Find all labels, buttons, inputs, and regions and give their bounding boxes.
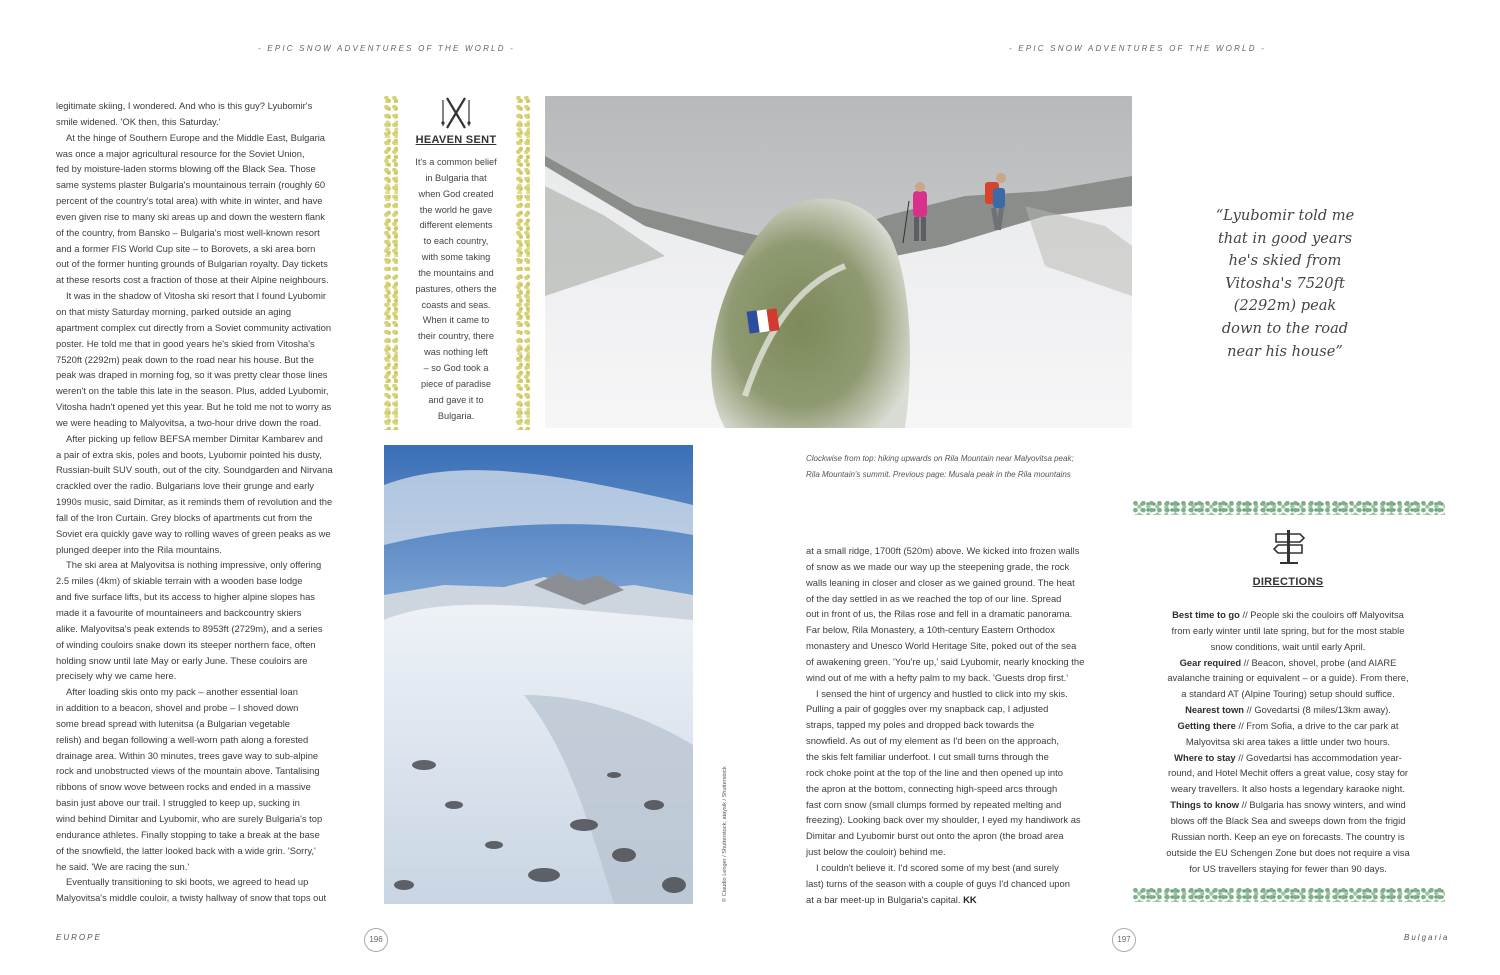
text-line: fall of the Iron Curtain. Grey blocks of apartments cut from the bbox=[56, 511, 313, 523]
pull-quote-line: near his house” bbox=[1227, 342, 1343, 360]
directions-line bbox=[1140, 845, 1436, 861]
text-line: Vitosha hadn't opened yet this year. But he told me not to worry as bbox=[56, 401, 332, 413]
body-paragraph bbox=[806, 686, 1126, 860]
body-column-left bbox=[56, 98, 366, 906]
text-line: Malyovitsa's middle couloir, a twisty hallway of snow that tops out bbox=[56, 892, 327, 904]
text-line: Eventually transitioning to ski boots, we agreed to head up bbox=[66, 876, 309, 888]
sidebar-line: Bulgaria. bbox=[437, 410, 475, 421]
body-paragraph bbox=[56, 288, 366, 431]
directions-text: round, and Hotel Mechit offers a great value, cosy stay for bbox=[1167, 767, 1409, 779]
text-line: basin just above our trail. I struggled to keep up, sucking in bbox=[56, 797, 300, 809]
text-line: we were heading to Malyovitsa, a two-hour drive down the road. bbox=[56, 416, 322, 428]
sidebar-body bbox=[400, 155, 512, 424]
text-line: out of the former hunting grounds of Bulgarian royalty. Day tickets bbox=[56, 258, 328, 270]
sidebar-border-left bbox=[384, 96, 398, 430]
directions-line bbox=[1140, 670, 1436, 686]
directions-text: // Govedartsi has accommodation year- bbox=[1235, 751, 1402, 763]
text-line: After loading skis onto my pack – another essential loan bbox=[66, 686, 298, 698]
sidebar-line: with some taking bbox=[421, 252, 491, 263]
text-line: I sensed the hint of urgency and hustled to click into my skis. bbox=[816, 687, 1068, 699]
directions-line bbox=[1140, 813, 1436, 829]
sidebar-line: coasts and seas. bbox=[421, 299, 491, 310]
directions-text: avalanche training or equivalent – or a guide). From there, bbox=[1167, 672, 1409, 684]
sidebar-line: in Bulgaria that bbox=[425, 172, 487, 183]
text-line: endurance athletes. Finally stopping to take a break at the base bbox=[56, 828, 320, 840]
text-line: I couldn't believe it. I'd scored some of my best (and surely bbox=[816, 861, 1059, 873]
directions-line bbox=[1140, 734, 1436, 750]
directions-line bbox=[1140, 781, 1436, 797]
pull-quote-line: that in good years bbox=[1217, 229, 1353, 247]
pull-quote-line: (2292m) peak bbox=[1233, 297, 1337, 315]
text-line: made it a favourite of mountaineers and backcountry skiers bbox=[56, 607, 302, 618]
body-paragraph bbox=[56, 98, 366, 130]
running-head-right: - EPIC SNOW ADVENTURES OF THE WORLD - bbox=[1009, 44, 1266, 53]
body-paragraph bbox=[806, 860, 1126, 908]
text-line: fed by moisture-laden storms blowing off the Black Sea. Those bbox=[56, 163, 316, 175]
directions-label: Things to know bbox=[1170, 799, 1239, 811]
body-paragraph bbox=[56, 684, 366, 874]
pull-quote-line: “Lyubomir told me bbox=[1215, 207, 1355, 224]
pull-quote-line: he's skied from bbox=[1228, 252, 1342, 270]
body-paragraph bbox=[56, 557, 366, 684]
directions-text: // People ski the couloirs off Malyovitsa bbox=[1239, 609, 1404, 620]
sidebar-line: when God created bbox=[418, 188, 494, 199]
text-line: alike. Malyovitsa's peak extends to 8953ft (2729m), and a series bbox=[56, 622, 323, 634]
text-line: Soviet era quickly gave way to rolling waves of green peaks as we bbox=[56, 527, 331, 539]
directions-line bbox=[1140, 655, 1436, 671]
caption-line: Clockwise from top: hiking upwards on Rila Mountain near Malyovitsa peak; bbox=[806, 454, 1074, 463]
pull-quote bbox=[1200, 205, 1370, 363]
text-line: rock choke point at the top of the line and then opened up into bbox=[806, 766, 1063, 778]
text-line: Russian-built SUV south, out of the city. Soundgarden and Nirvana bbox=[56, 464, 333, 476]
directions-text: a standard AT (Alpine Touring) setup should suffice. bbox=[1181, 688, 1395, 700]
text-line: out in front of us, the Rilas rose and fell in a dramatic panorama. bbox=[806, 608, 1073, 620]
text-line: The ski area at Malyovitsa is nothing impressive, only offering bbox=[66, 559, 322, 571]
page-number-right: 197 bbox=[1112, 928, 1136, 952]
directions-title: DIRECTIONS bbox=[1252, 576, 1324, 588]
directions-text: Malyovitsa ski area takes a little under two hours. bbox=[1185, 735, 1391, 747]
text-line: 1990s music, said Dimitar, as it reminds them of revolution and the bbox=[56, 496, 333, 508]
directions-text: // Bulgaria has snowy winters, and wind bbox=[1239, 799, 1406, 811]
text-line: holding snow until late May or early June. These couloirs are bbox=[56, 654, 308, 666]
text-line: of awakening green. 'You're up,' said Lyubomir, nearly knocking the bbox=[806, 655, 1085, 667]
text-line: in addition to a beacon, shovel and probe – I shoved down bbox=[56, 702, 299, 714]
text-line: walls leaning in closer and closer as we gained ground. The heat bbox=[806, 576, 1075, 588]
directions-text: // Beacon, shovel, probe (and AIARE bbox=[1241, 656, 1397, 668]
sidebar-border-right bbox=[516, 96, 530, 430]
photo-rila-summit bbox=[384, 445, 693, 904]
directions-text: // Govedartsi (8 miles/13km away). bbox=[1243, 704, 1391, 716]
signpost-icon bbox=[1272, 528, 1306, 569]
text-line: at a small ridge, 1700ft (520m) above. We kicked into frozen walls bbox=[806, 545, 1080, 556]
directions-line bbox=[1140, 639, 1436, 655]
sidebar-line: the world he gave bbox=[419, 204, 493, 215]
sidebar-line: It's a common belief bbox=[415, 157, 497, 167]
text-line: and a former FIS World Cup site – to Borovets, a ski area born bbox=[56, 242, 316, 254]
text-line: ribbons of snow wove between rocks and ended in a massive bbox=[56, 781, 311, 793]
directions-text: weary travellers. It also hosts a legendary karaoke night. bbox=[1171, 783, 1405, 795]
text-line: of snow as we made our way up the steepening grade, the rock bbox=[806, 560, 1070, 572]
text-line: wind out of me with a hefty palm to my back. 'Guests drop first.' bbox=[806, 671, 1069, 683]
directions-label: Gear required bbox=[1179, 656, 1242, 668]
directions-label: Nearest town bbox=[1185, 704, 1244, 716]
text-line: wind behind Dimitar and Lyubomir, who are surely Bulgaria's top bbox=[56, 812, 323, 824]
text-line: just below the couloir) behind me. bbox=[806, 846, 946, 858]
directions-line bbox=[1140, 797, 1436, 813]
text-line: It was in the shadow of Vitosha ski resort that I found Lyubomir bbox=[66, 290, 327, 302]
directions-line bbox=[1140, 623, 1436, 639]
directions-label: Where to stay bbox=[1174, 751, 1236, 763]
text-line: apartment complex cut directly from a Soviet community activation bbox=[56, 321, 332, 333]
heaven-sent-sidebar bbox=[400, 96, 512, 424]
text-line: Pulling a pair of goggles over my snapback cap, I adjusted bbox=[806, 703, 1049, 715]
body-paragraph bbox=[56, 130, 366, 288]
directions-line bbox=[1140, 861, 1436, 877]
text-line: even given rise to many ski areas up and down the western flank bbox=[56, 210, 325, 222]
sidebar-line: and gave it to bbox=[428, 394, 484, 405]
photo-hikers bbox=[545, 96, 1132, 428]
directions-label: Getting there bbox=[1177, 719, 1236, 731]
text-line: of the day settled in as we reached the top of our line. Spread bbox=[806, 592, 1062, 604]
text-line: was once a major agricultural resource for the Soviet Union, bbox=[56, 147, 305, 159]
text-line: Dimitar and Lyubomir burst out onto the apron (the broad area bbox=[806, 830, 1064, 842]
directions-border-bottom bbox=[1133, 888, 1445, 902]
text-line: at a bar meet-up in Bulgaria's capital. KK bbox=[806, 893, 977, 905]
directions-line bbox=[1140, 765, 1436, 781]
body-column-right bbox=[806, 543, 1126, 907]
text-line: snowfield. As out of my element as I'd been on the approach, bbox=[806, 735, 1059, 747]
text-line: After picking up fellow BEFSA member Dimitar Kambarev and bbox=[66, 432, 323, 444]
skis-icon bbox=[400, 96, 512, 135]
directions-label: Best time to go bbox=[1172, 609, 1240, 620]
text-line: a pair of extra skis, poles and boots, Lyubomir pointed his dusty, bbox=[56, 448, 322, 460]
text-line: of the snowfield, the latter looked back with a wide grin. 'Sorry,' bbox=[56, 844, 316, 856]
directions-line bbox=[1140, 829, 1436, 845]
body-paragraph bbox=[56, 874, 366, 906]
photo-caption bbox=[806, 451, 1116, 483]
text-line: At the hinge of Southern Europe and the Middle East, Bulgaria bbox=[66, 131, 326, 143]
directions-text: blows off the Black Sea and sweeps down from the frigid bbox=[1170, 814, 1406, 826]
footer-section-label: EUROPE bbox=[56, 933, 102, 942]
directions-text: // From Sofia, a drive to the car park at bbox=[1235, 719, 1399, 731]
text-line: plunged deeper into the Rila mountains. bbox=[56, 543, 222, 555]
directions-text: Russian north. Keep an eye on forecasts. The country is bbox=[1171, 830, 1405, 842]
sidebar-line: pastures, others the bbox=[415, 283, 497, 294]
text-line: 7520ft (2292m) peak down to the road near his house. But the bbox=[56, 353, 314, 365]
directions-text: outside the EU Schengen Zone but does not require a visa bbox=[1166, 846, 1410, 858]
text-line: he said. 'We are racing the sun.' bbox=[56, 860, 190, 872]
text-line: precisely why we came here. bbox=[56, 670, 177, 682]
sidebar-line: different elements bbox=[419, 220, 493, 231]
text-line: percent of the country's total area) with white in winter, and have bbox=[56, 195, 323, 207]
directions-line bbox=[1140, 686, 1436, 702]
sidebar-line: the mountains and bbox=[418, 267, 494, 278]
text-line: last) turns of the season with a couple of guys I'd chanced upon bbox=[806, 877, 1070, 889]
text-line: peak was draped in morning fog, so it was pretty clear those lines bbox=[56, 369, 328, 381]
body-paragraph bbox=[806, 543, 1126, 686]
body-paragraph bbox=[56, 431, 366, 558]
text-line: drainage area. Within 30 minutes, trees gave way to sub-alpine bbox=[56, 749, 319, 761]
directions-line bbox=[1140, 750, 1436, 766]
sidebar-line: piece of paradise bbox=[421, 378, 491, 389]
text-line: weren't on the table this late in the season. Plus, added Lyubomir, bbox=[56, 385, 329, 397]
text-line: some bread spread with lutenitsa (a Bulgarian vegetable bbox=[56, 717, 290, 729]
sidebar-line: was nothing left bbox=[424, 347, 488, 358]
text-line: straps, tapped my poles and dropped back towards the bbox=[806, 719, 1035, 731]
running-head-left: - EPIC SNOW ADVENTURES OF THE WORLD - bbox=[258, 44, 515, 53]
text-line: of winding couloirs snake down its steeper northern face, often bbox=[56, 638, 316, 650]
text-line: rock and unobstructed views of the mountain above. Tantalising bbox=[56, 765, 320, 777]
text-line: 2.5 miles (4km) of skiable terrain with a wooden base lodge bbox=[56, 575, 303, 587]
directions-line bbox=[1140, 702, 1436, 718]
directions-text: snow conditions, wait until early April. bbox=[1210, 640, 1366, 652]
photo-credit-text: © Claudio Lenger / Shutterstock; ataysik / Shutterstock bbox=[722, 766, 728, 902]
text-line: Far below, Rila Monastery, a 10th-century Eastern Orthodox bbox=[806, 624, 1055, 636]
text-line: on that misty Saturday morning, parked outside an aging bbox=[56, 305, 292, 317]
text-line: the apron at the bottom, connecting high-speed arcs through bbox=[806, 782, 1058, 794]
text-line: same systems plaster Bulgaria's mountainous terrain (roughly 60 bbox=[56, 179, 326, 191]
caption-line: Rila Mountain's summit. Previous page: Musala peak in the Rila mountains bbox=[806, 469, 1071, 479]
text-line: poster. He told me that in good years he's skied from Vitosha's bbox=[56, 337, 315, 349]
text-line: monastery and Unesco World Heritage Site, poked out of the sea bbox=[806, 640, 1077, 652]
text-line: legitimate skiing, I wondered. And who is this guy? Lyubomir's bbox=[56, 100, 313, 111]
text-line: the skis felt familiar underfoot. I cut small turns through the bbox=[806, 750, 1049, 762]
directions-line bbox=[1140, 607, 1436, 623]
text-line: at these resorts cost a fraction of those at their Alpine neighbours. bbox=[56, 274, 329, 286]
page-number-left: 196 bbox=[364, 928, 388, 952]
sidebar-line: their country, there bbox=[418, 331, 494, 342]
pull-quote-line: Vitosha's 7520ft bbox=[1225, 274, 1345, 292]
sidebar-line: When it came to bbox=[422, 315, 490, 326]
text-line: freezing). Looking back over my shoulder, I eyed my handiwork as bbox=[806, 814, 1081, 826]
directions-text: for US travellers staying for fewer than 90 days. bbox=[1189, 862, 1387, 874]
sidebar-line: to each country, bbox=[423, 236, 489, 247]
text-line: fast corn snow (small clumps formed by repeated melting and bbox=[806, 798, 1062, 810]
text-line: relish) and began following a well-worn path along a forested bbox=[56, 733, 309, 745]
directions-text: from early winter until late spring, but for the most stable bbox=[1171, 624, 1405, 636]
directions-border-top bbox=[1133, 501, 1445, 515]
directions-body bbox=[1140, 607, 1436, 876]
text-line: crackled over the radio. Bulgarians love their grunge and early bbox=[56, 480, 314, 492]
text-line: and five surface lifts, but its access to higher alpine slopes has bbox=[56, 591, 315, 603]
sidebar-title: HEAVEN SENT bbox=[415, 134, 497, 146]
author-signoff: KK bbox=[960, 893, 977, 905]
text-line: of the country, from Bansko – Bulgaria's most well-known resort bbox=[56, 226, 320, 238]
sidebar-line: – so God took a bbox=[423, 362, 489, 373]
directions-line bbox=[1140, 718, 1436, 734]
pull-quote-line: down to the road bbox=[1221, 319, 1349, 337]
text-line: smile widened. 'OK then, this Saturday.' bbox=[56, 115, 221, 127]
footer-country-label: Bulgaria bbox=[1404, 933, 1450, 942]
